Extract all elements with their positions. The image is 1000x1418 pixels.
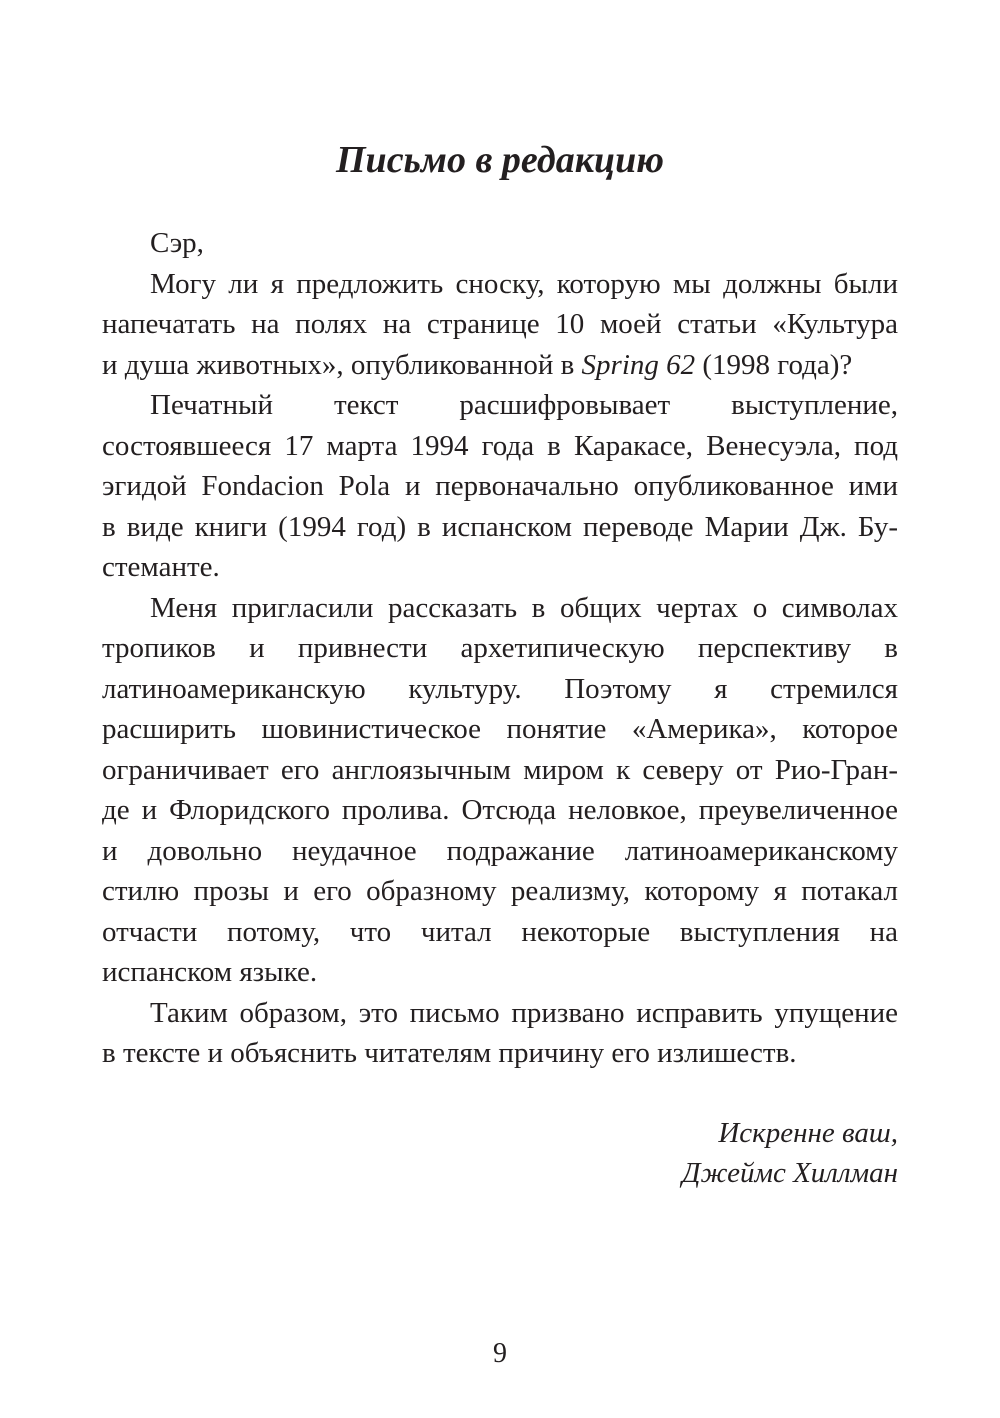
journal-title: Spring 62 [581, 348, 696, 381]
salutation: Сэр, [150, 227, 204, 259]
text-line: Могу ли я предложить сноску, которую мы должны были [150, 267, 898, 300]
text-line: тропиков и привнести архетипическую перспективу в [102, 632, 898, 664]
text-line: состоявшееся 17 марта 1994 года в Каракасе, Венесуэла, под [102, 429, 898, 462]
text-line: в виде книги (1994 год) в испанском переводе Марии Дж. Бу- [102, 510, 898, 543]
text-line: расширить шовинистическое понятие «Америка», которое [102, 713, 898, 745]
text-line: и довольно неудачное подражание латиноамериканскому [102, 834, 898, 867]
text-segment: (1998 года)? [695, 348, 853, 381]
signature [682, 1113, 898, 1193]
text-line: в тексте и объяснить читателям причину его излишеств. [102, 1037, 797, 1069]
text-line: Печатный текст расшифровывает выступление, [150, 389, 898, 421]
text-line: отчасти потому, что читал некоторые выступления на [102, 915, 898, 948]
text-line [102, 345, 898, 386]
text-line: ограничивает его англоязычным миром к северу от Рио-Гран- [102, 753, 898, 786]
text-line: латиноамериканскую культуру. Поэтому я стремился [102, 672, 898, 705]
signature-closing: Искренне ваш, [718, 1117, 898, 1149]
text-line: Меня пригласили рассказать в общих чертах о символах [150, 591, 898, 624]
letter-body [102, 223, 898, 1074]
text-segment: и душа животных», опубликованной в [102, 348, 582, 381]
text-line: де и Флоридского пролива. Отсюда неловкое, преувеличенное [102, 794, 898, 826]
page-number: 9 [493, 1338, 507, 1369]
text-line: стеманте. [102, 551, 220, 583]
text-line: Таким образом, это письмо призвано исправить упущение [150, 996, 898, 1029]
page-title: Письмо в редакцию [336, 139, 664, 181]
signature-name: Джеймс Хиллман [682, 1157, 898, 1189]
text-line: стилю прозы и его образному реализму, которому я потакал [102, 875, 898, 907]
text-line: напечатать на полях на странице 10 моей статьи «Культура [102, 308, 898, 340]
text-line: эгидой Fondacion Pola и первоначально опубликованное ими [102, 470, 898, 502]
text-line: испанском языке. [102, 956, 318, 988]
